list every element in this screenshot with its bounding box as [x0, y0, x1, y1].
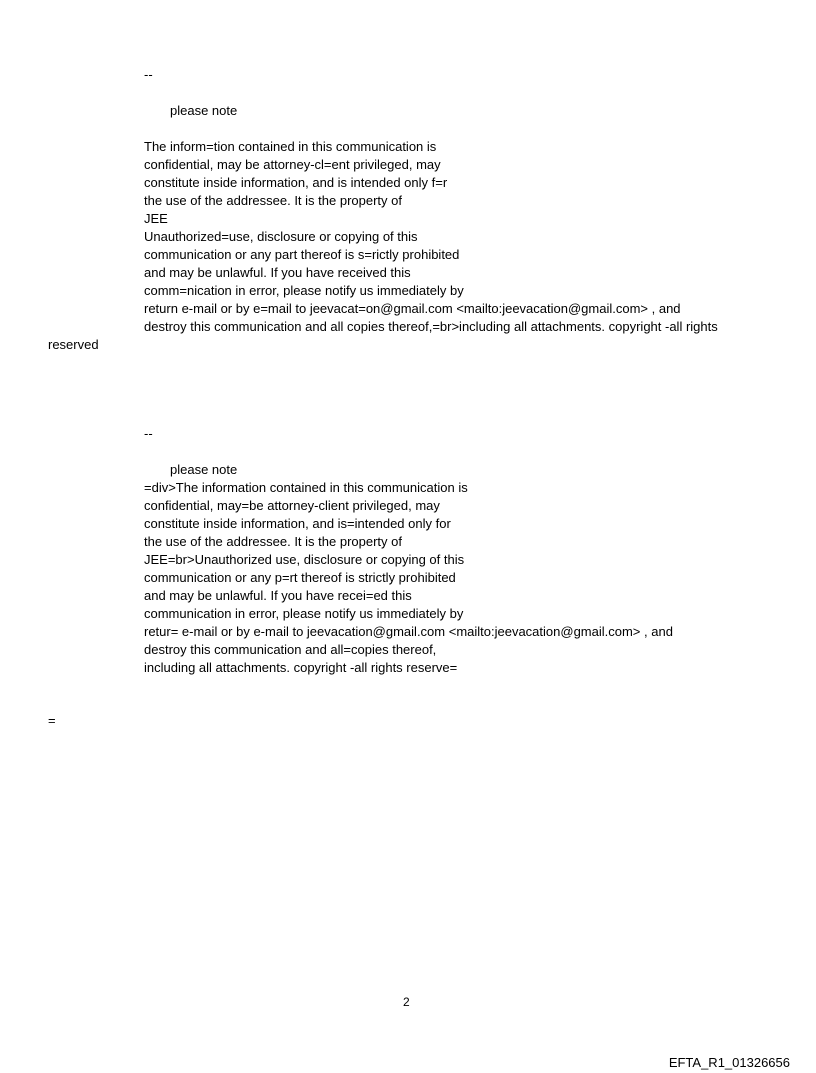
disclaimer-1-line-5: JEE — [144, 211, 168, 226]
note-heading-2: please note — [170, 462, 238, 477]
disclaimer-1-line-2: confidential, may be attorney-cl=ent privileged, may — [144, 157, 441, 172]
disclaimer-2-line-9: retur= e-mail or by e-mail to jeevacation@gmail.com <mailto:jeevacation@gmail.com> , and — [144, 624, 673, 639]
trailing-equals-mark: = — [48, 713, 56, 728]
separator-2: -- — [144, 426, 153, 441]
disclaimer-1-line-7: communication or any part thereof is s=rictly prohibited — [144, 247, 460, 262]
separator-1: -- — [144, 67, 153, 82]
disclaimer-1-line-10: return e-mail or by e=mail to jeevacat=on@gmail.com <mailto:jeevacation@gmail.com> , and — [144, 301, 681, 316]
disclaimer-1-line-9: comm=nication in error, please notify us immediately by — [144, 283, 464, 298]
disclaimer-2-line-11: including all attachments. copyright -all rights reserve= — [144, 660, 458, 675]
disclaimer-2-line-3: constitute inside information, and is=intended only for — [144, 516, 451, 531]
disclaimer-2-line-7: and may be unlawful. If you have recei=ed this — [144, 588, 412, 603]
disclaimer-2-line-6: communication or any p=rt thereof is strictly prohibited — [144, 570, 456, 585]
disclaimer-1-line-8: and may be unlawful. If you have received this — [144, 265, 411, 280]
document-id: EFTA_R1_01326656 — [668, 1055, 790, 1070]
disclaimer-1-line-6: Unauthorized=use, disclosure or copying of this — [144, 229, 418, 244]
disclaimer-1-line-1: The inform=tion contained in this communication is — [144, 139, 437, 154]
page-number: 2 — [403, 995, 410, 1009]
disclaimer-2-line-5: JEE=br>Unauthorized use, disclosure or copying of this — [144, 552, 465, 567]
disclaimer-2-line-4: the use of the addressee. It is the property of — [144, 534, 402, 549]
disclaimer-1-line-3: constitute inside information, and is intended only f=r — [144, 175, 448, 190]
disclaimer-2-line-10: destroy this communication and all=copies thereof, — [144, 642, 437, 657]
disclaimer-1-line-4: the use of the addressee. It is the property of — [144, 193, 402, 208]
disclaimer-1-overflow: reserved — [48, 337, 99, 352]
disclaimer-2-line-1: =div>The information contained in this communication is — [144, 480, 468, 495]
disclaimer-1-line-11: destroy this communication and all copies thereof,=br>including all attachments. copyright -all rights — [144, 319, 718, 334]
note-heading-1: please note — [170, 103, 238, 118]
disclaimer-2-line-2: confidential, may=be attorney-client privileged, may — [144, 498, 440, 513]
disclaimer-2-line-8: communication in error, please notify us immediately by — [144, 606, 464, 621]
